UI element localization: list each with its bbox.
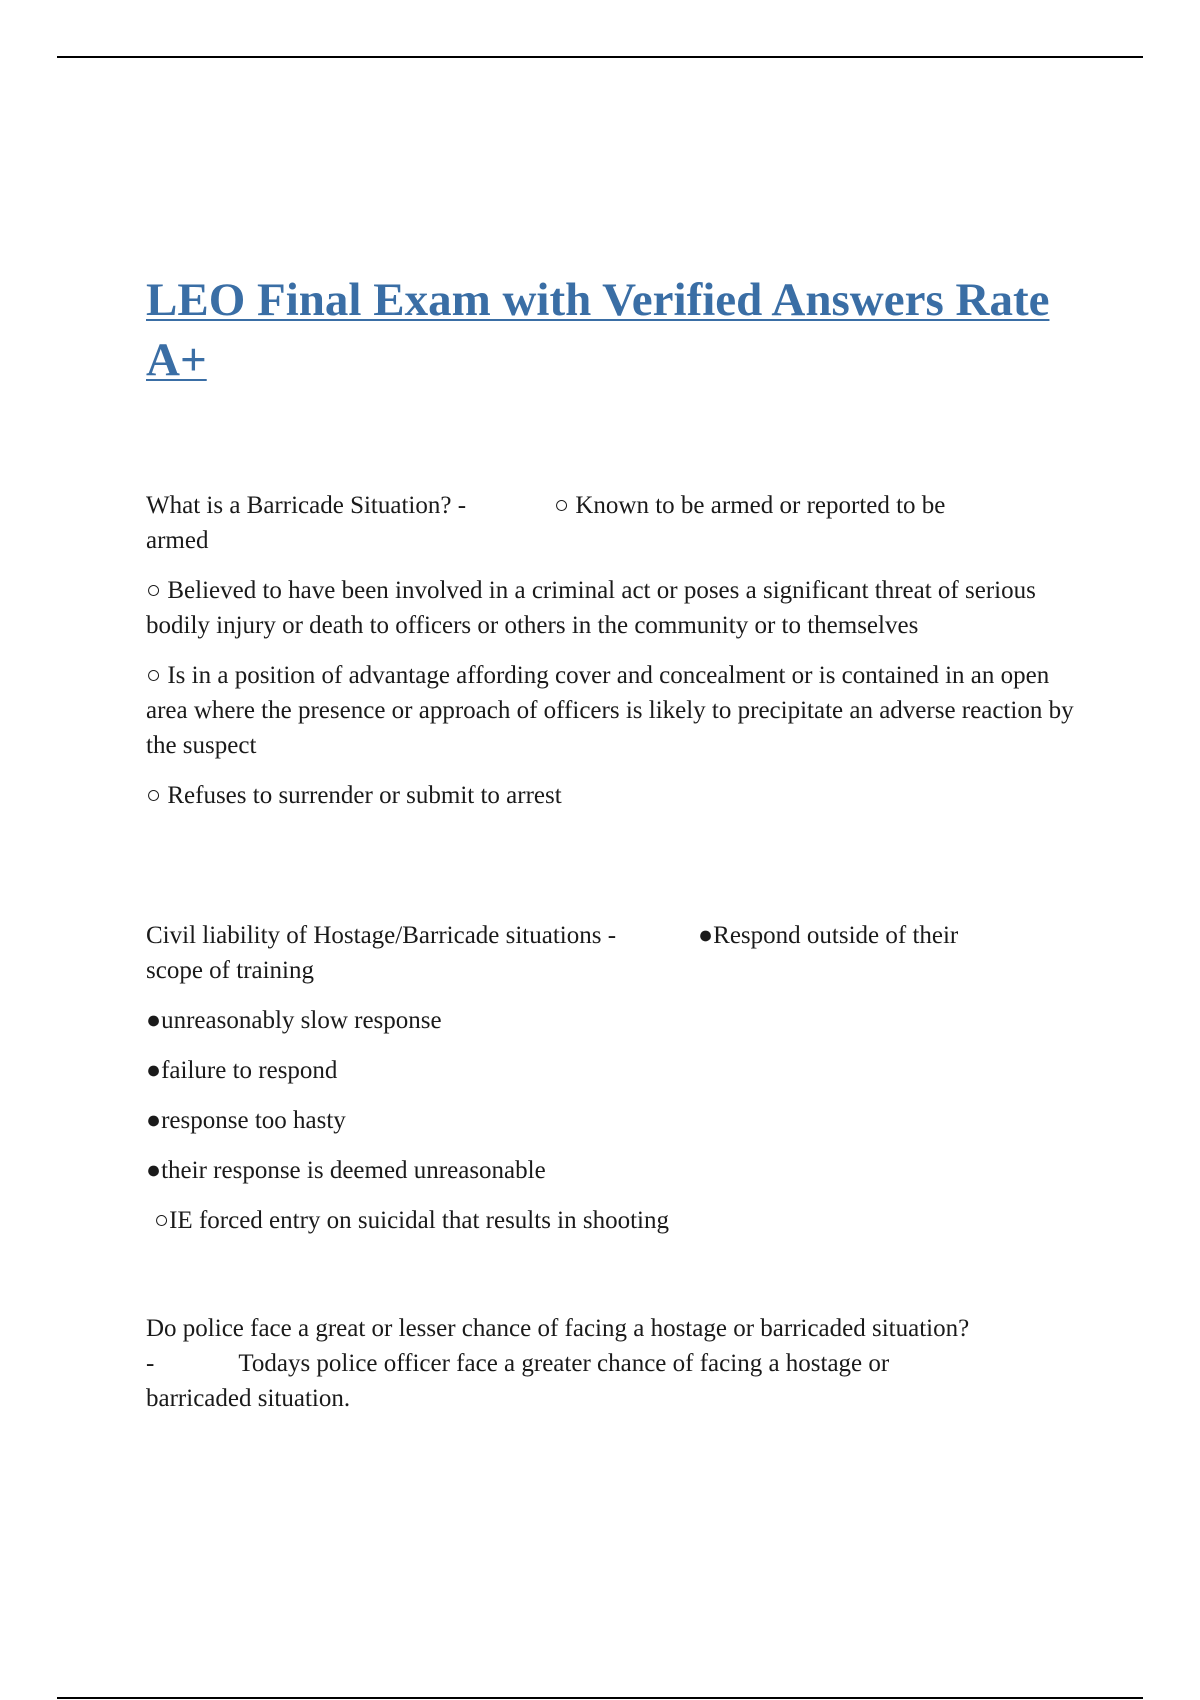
answer-sub-bullet: ○IE forced entry on suicidal that results in shooting [154,1207,669,1234]
answer-bullet: ●their response is deemed unreasonable [146,1157,546,1184]
answer-continuation: barricaded situation. [146,1385,351,1412]
answer-start: ●Respond outside of their [698,922,959,949]
answer-line [146,1346,1086,1381]
question-text: What is a Barricade Situation? - [146,492,467,519]
title-line-1: LEO Final Exam with Verified Answers Rate [146,274,1050,326]
document-title [146,270,1086,390]
title-line-2: A+ [146,334,207,386]
answer-start: ○ Known to be armed or reported to be [554,492,946,519]
answer-start: Todays police officer face a greater chance of facing a hostage or [238,1350,890,1377]
qa-barricade-situation [146,488,1086,828]
question-text: Do police face a great or lesser chance of facing a hostage or barricaded situation? [146,1315,970,1342]
answer-continuation: armed [146,527,209,554]
answer-dash: - [146,1350,155,1377]
question-line [146,918,1086,953]
header-rule [57,56,1143,58]
answer-bullet: ○ Believed to have been involved in a criminal act or poses a significant threat of serious bodily injury or death to officers or others in the community or to themselves [146,577,1036,639]
question-text: Civil liability of Hostage/Barricade situations - [146,922,617,949]
answer-bullet: ●failure to respond [146,1057,338,1084]
answer-bullet: ○ Is in a position of advantage affording cover and concealment or is contained in an open area where the presence or approach of officers is likely to precipitate an adverse reaction by the suspect [146,662,1074,759]
answer-bullet: ●response too hasty [146,1107,346,1134]
qa-hostage-chance [146,1311,1086,1431]
answer-bullet: ○ Refuses to surrender or submit to arrest [146,782,562,809]
answer-continuation: scope of training [146,957,315,984]
qa-civil-liability [146,918,1086,1253]
answer-bullet: ●unreasonably slow response [146,1007,442,1034]
footer-rule [57,1697,1143,1699]
question-line [146,488,1086,523]
